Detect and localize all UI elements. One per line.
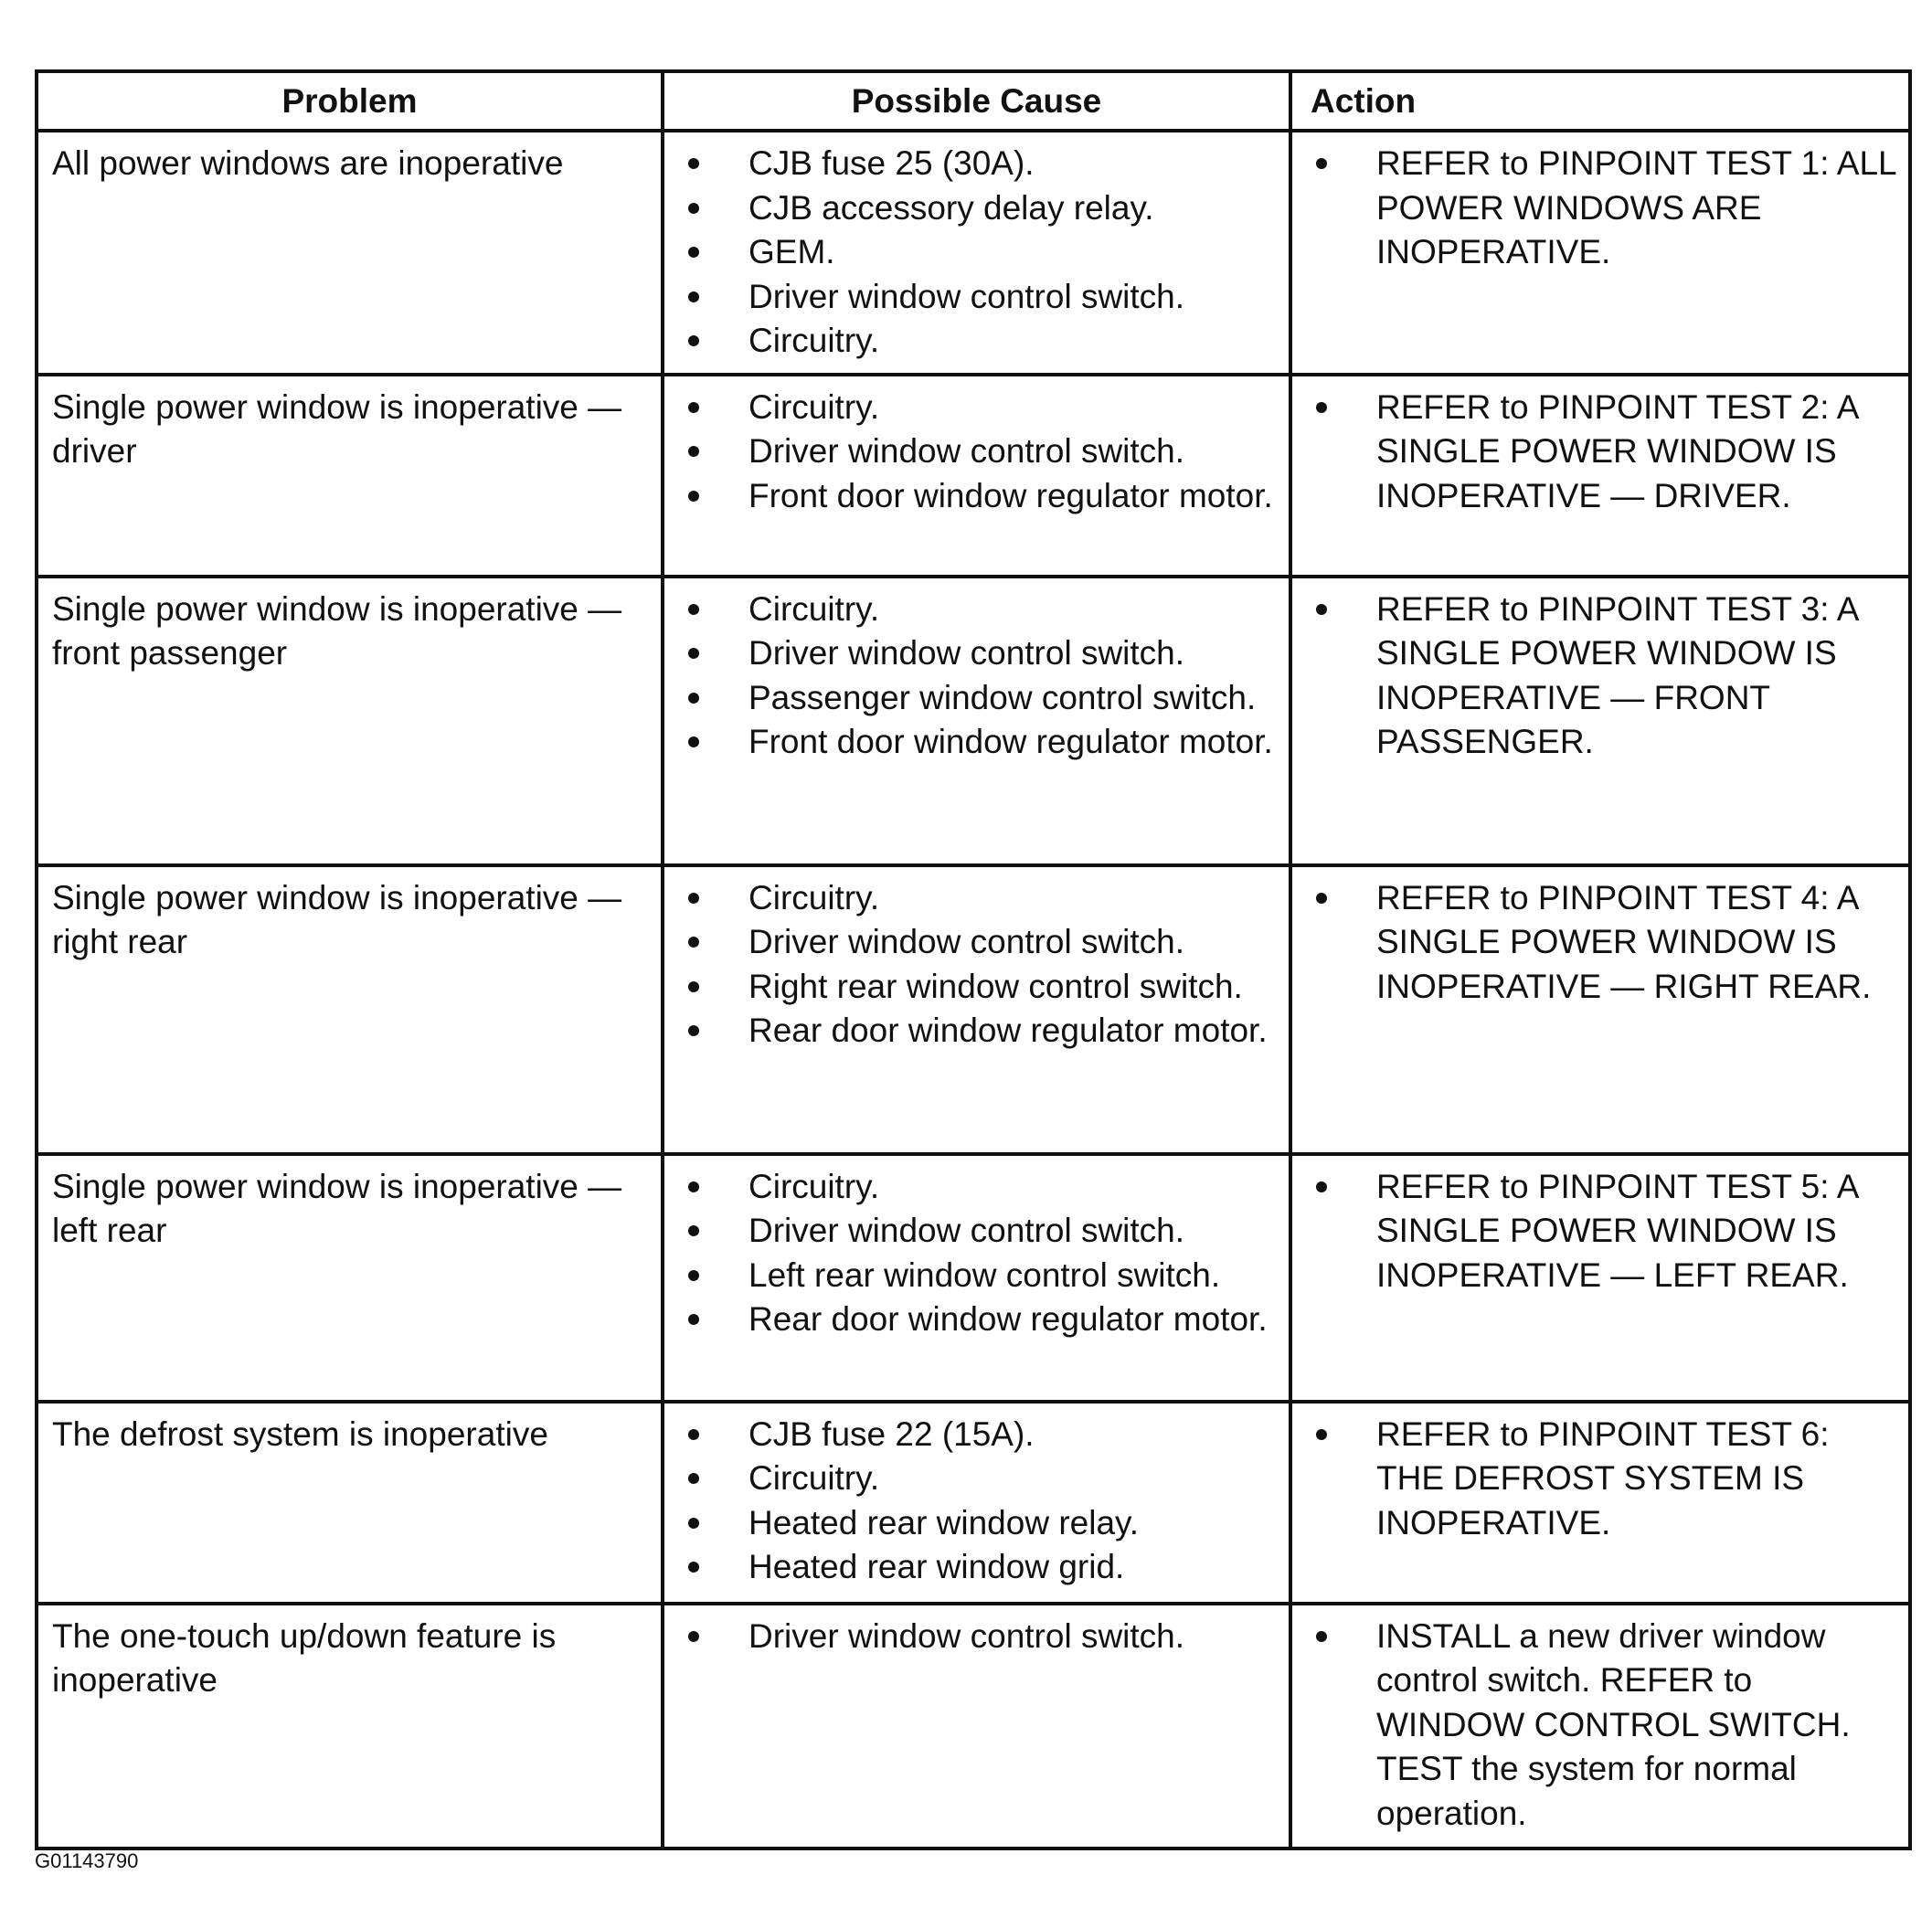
action-list — [1292, 876, 1899, 1010]
cause-item: Circuitry. — [664, 386, 1279, 430]
cause-list — [664, 1165, 1279, 1342]
action-list — [1292, 142, 1899, 275]
cause-item: GEM. — [664, 230, 1279, 275]
cause-item: Driver window control switch. — [664, 1209, 1279, 1254]
symptom-chart-table — [35, 69, 1912, 1850]
action-cell — [1290, 131, 1910, 375]
problem-cell: Single power window is inoperative — front passenger — [37, 577, 663, 865]
cause-item: Heated rear window relay. — [664, 1501, 1279, 1546]
action-cell — [1290, 865, 1910, 1154]
table-row — [37, 865, 1910, 1154]
cause-item: Driver window control switch. — [664, 920, 1279, 965]
cause-item: CJB fuse 22 (15A). — [664, 1413, 1279, 1457]
cause-item: Driver window control switch. — [664, 1615, 1279, 1659]
action-list — [1292, 588, 1899, 765]
problem-cell: Single power window is inoperative — driver — [37, 375, 663, 577]
figure-id-label: G01143790 — [35, 1849, 139, 1872]
cause-item: Rear door window regulator motor. — [664, 1009, 1279, 1054]
table-row — [37, 577, 1910, 865]
action-item: REFER to PINPOINT TEST 1: ALL POWER WINDOWS ARE INOPERATIVE. — [1292, 142, 1899, 275]
cause-item: Circuitry. — [664, 1457, 1279, 1501]
cause-item: Circuitry. — [664, 876, 1279, 921]
possible-cause-cell — [663, 865, 1290, 1154]
action-item: INSTALL a new driver window control switch. REFER to WINDOW CONTROL SWITCH. TEST the system for normal operation. — [1292, 1615, 1899, 1837]
possible-cause-cell — [663, 375, 1290, 577]
cause-list — [664, 1413, 1279, 1590]
action-item: REFER to PINPOINT TEST 4: A SINGLE POWER WINDOW IS INOPERATIVE — RIGHT REAR. — [1292, 876, 1899, 1010]
cause-item: Circuitry. — [664, 319, 1279, 364]
problem-cell: The one-touch up/down feature is inoperative — [37, 1604, 663, 1849]
table-row — [37, 375, 1910, 577]
problem-cell: All power windows are inoperative — [37, 131, 663, 375]
possible-cause-cell — [663, 1604, 1290, 1849]
possible-cause-cell — [663, 577, 1290, 865]
cause-list — [664, 588, 1279, 765]
table-row — [37, 1402, 1910, 1604]
action-cell — [1290, 577, 1910, 865]
action-list — [1292, 1413, 1899, 1546]
problem-cell: Single power window is inoperative — left rear — [37, 1154, 663, 1402]
possible-cause-cell — [663, 1154, 1290, 1402]
action-list — [1292, 386, 1899, 519]
cause-item: Circuitry. — [664, 1165, 1279, 1210]
cause-item: Driver window control switch. — [664, 275, 1279, 320]
cause-list — [664, 1615, 1279, 1659]
cause-item: Front door window regulator motor. — [664, 474, 1279, 519]
action-list — [1292, 1615, 1899, 1837]
header-action: Action — [1290, 71, 1910, 131]
action-cell — [1290, 375, 1910, 577]
cause-item: Left rear window control switch. — [664, 1254, 1279, 1298]
table-row — [37, 1154, 1910, 1402]
cause-item: Heated rear window grid. — [664, 1545, 1279, 1590]
cause-list — [664, 386, 1279, 519]
header-problem: Problem — [37, 71, 663, 131]
cause-list — [664, 876, 1279, 1054]
problem-cell: Single power window is inoperative — right rear — [37, 865, 663, 1154]
cause-item: Driver window control switch. — [664, 631, 1279, 676]
cause-item: Front door window regulator motor. — [664, 720, 1279, 765]
cause-item: CJB fuse 25 (30A). — [664, 142, 1279, 186]
action-cell — [1290, 1402, 1910, 1604]
cause-item: Circuitry. — [664, 588, 1279, 632]
symptom-chart-sheet — [35, 69, 1908, 1850]
problem-cell: The defrost system is inoperative — [37, 1402, 663, 1604]
cause-item: CJB accessory delay relay. — [664, 186, 1279, 231]
header-possible-cause: Possible Cause — [663, 71, 1290, 131]
action-cell — [1290, 1154, 1910, 1402]
cause-item: Driver window control switch. — [664, 429, 1279, 474]
cause-list — [664, 142, 1279, 364]
action-item: REFER to PINPOINT TEST 5: A SINGLE POWER WINDOW IS INOPERATIVE — LEFT REAR. — [1292, 1165, 1899, 1298]
action-item: REFER to PINPOINT TEST 3: A SINGLE POWER WINDOW IS INOPERATIVE — FRONT PASSENGER. — [1292, 588, 1899, 765]
action-item: REFER to PINPOINT TEST 2: A SINGLE POWER WINDOW IS INOPERATIVE — DRIVER. — [1292, 386, 1899, 519]
action-cell — [1290, 1604, 1910, 1849]
action-item: REFER to PINPOINT TEST 6: THE DEFROST SYSTEM IS INOPERATIVE. — [1292, 1413, 1899, 1546]
cause-item: Passenger window control switch. — [664, 676, 1279, 721]
possible-cause-cell — [663, 131, 1290, 375]
cause-item: Rear door window regulator motor. — [664, 1298, 1279, 1342]
possible-cause-cell — [663, 1402, 1290, 1604]
table-row — [37, 131, 1910, 375]
action-list — [1292, 1165, 1899, 1298]
cause-item: Right rear window control switch. — [664, 965, 1279, 1010]
header-row — [37, 71, 1910, 131]
table-row — [37, 1604, 1910, 1849]
